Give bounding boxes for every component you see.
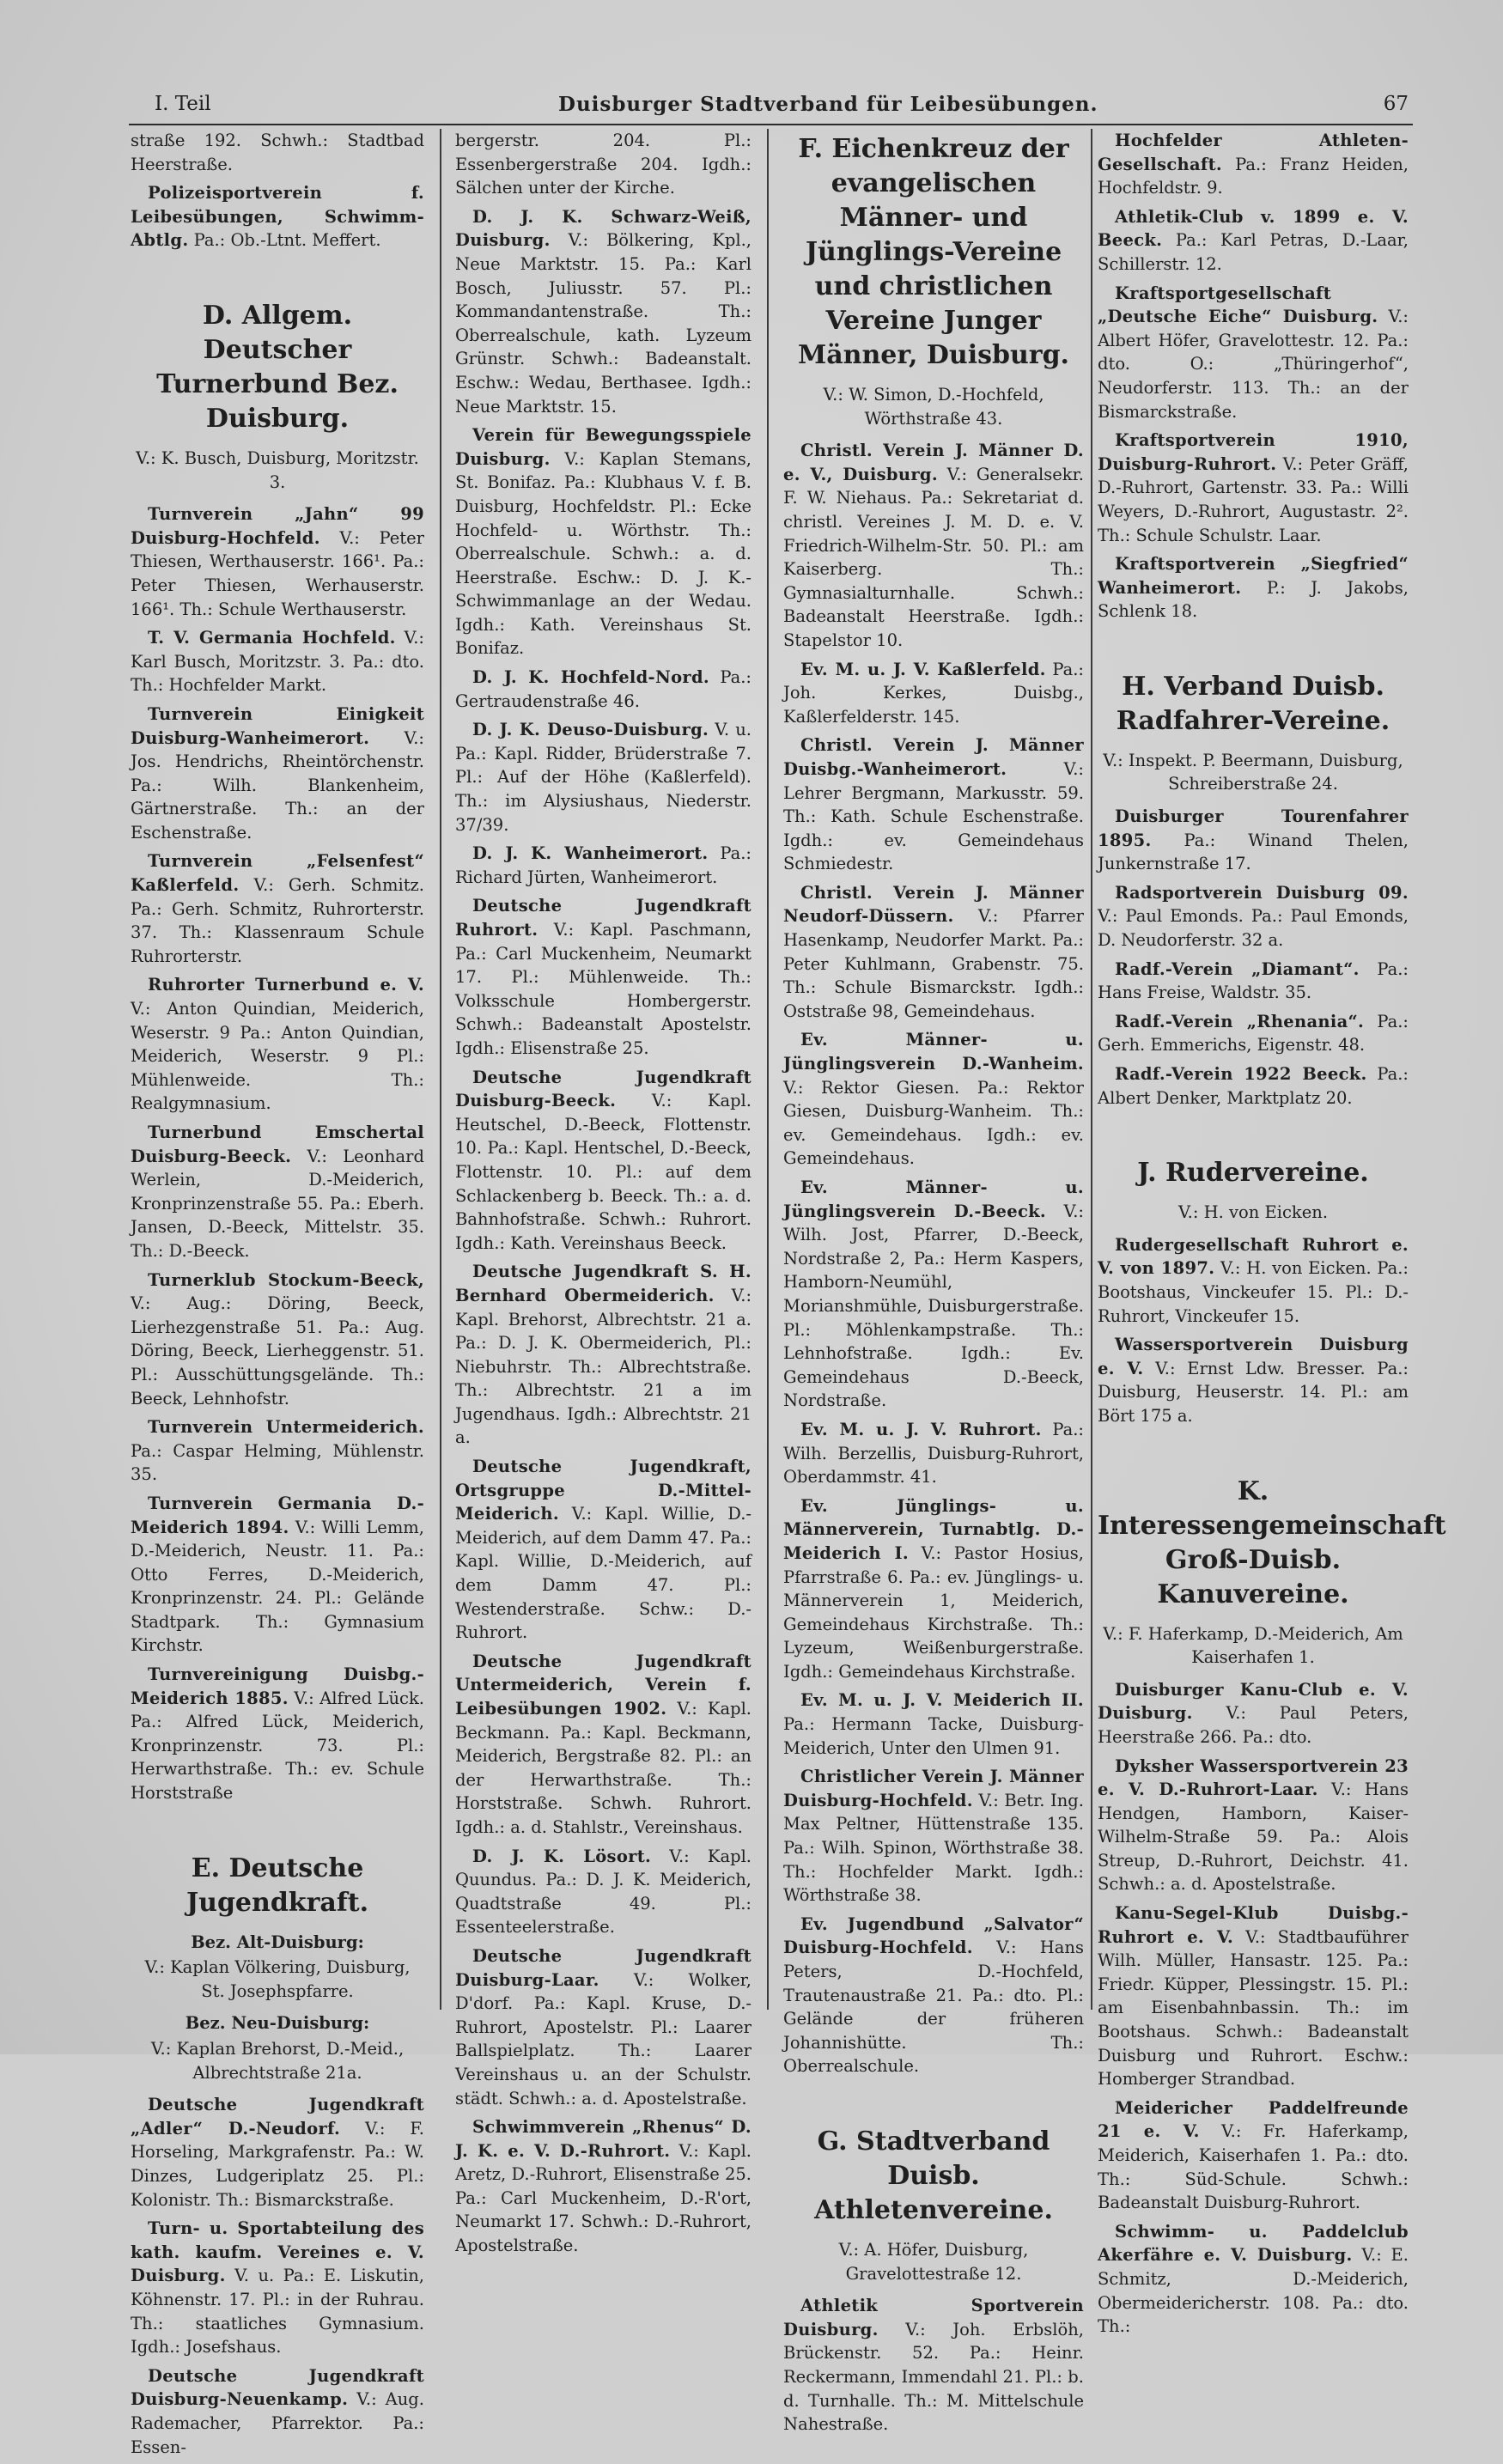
club-details: V.: Paul Peters, Heerstraße 266. Pa.: dto. [1098,1703,1409,1747]
club-entry [131,626,424,697]
club-name: Kraftsportgesellschaft „Deutsche Eiche“ Duisburg. [1098,283,1378,327]
club-details: V.: F. Horseling, Markgrafenstr. Pa.: W. Dinzes, Ludgeriplatz 25. Pl.: Kolonistr. Th.: Bismarckstraße. [131,2118,425,2210]
club-name: D. J. K. Hochfeld-Nord. [472,667,709,688]
club-entry [1098,1333,1409,1427]
club-details: V.: Gerh. Schmitz. Pa.: Gerh. Schmitz, Ruhrorterstr. 37. Th.: Klassenraum Schule Ruhrorterstr. [131,875,424,966]
club-details: V.: Ernst Ldw. Bresser. Pa.: Duisburg, Heuserstr. 14. Pl.: am Bört 175 a. [1098,1358,1409,1426]
club-name: Deutsche Jugendkraft S. H. Bernhard Obermeiderich. [455,1262,752,1305]
club-details: Pa.: Joh. Kerkes, Duisbg., Kaßlerfelderstr. 145. [783,659,1084,727]
club-details: P.: J. Jakobs, Schlenk 18. [1098,577,1409,622]
club-entry [1098,129,1409,200]
club-entry [131,973,424,1116]
club-entry [783,1494,1084,1684]
club-name: Ev. M. u. J. V. Kaßlerfeld. [800,659,1046,679]
page-number: 67 [1383,93,1409,115]
club-details: V.: Willi Lemm, D.-Meiderich, Neustr. 11. Pa.: Otto Ferres, D.-Meiderich, Kronprinzenstr. 24. Pl.: Gelände Stadtpark. Th.: Gymnasium Kirchstr. [131,1517,424,1656]
club-name: Turnverein Germania D.-Meiderich 1894. [131,1493,424,1537]
club-entry [455,1944,752,2110]
club-details: V.: Anton Quindian, Meiderich, Weserstr. 9 Pa.: Anton Quindian, Meiderich, Weserstr. 9 Pl.: Mühlenweide. Th.: Realgymnasium. [131,999,424,1114]
club-details: Pa.: Caspar Helming, Mühlenstr. 35. [131,1440,424,1485]
club-name: Deutsche Jugendkraft „Adler“ D.-Neudorf. [131,2095,424,2139]
club-entry [1098,1233,1409,1328]
club-entry [455,205,752,418]
club-details: V. u. Pa.: Kapl. Ridder, Brüderstraße 7. Pl.: Auf der Höhe (Kaßlerfeld). Th.: im Alysiushaus, Niederstr. 37/39. [455,720,752,835]
club-entry [783,2294,1084,2437]
club-details: Pa.: Hans Freise, Waldstr. 35. [1098,958,1409,1003]
club-name: Ev. Männer- u. Jünglingsverein D.-Beeck. [783,1177,1084,1221]
club-details: V.: Leonhard Werlein, D.-Meiderich, Kronprinzenstraße 55. Pa.: Eberh. Jansen, D.-Beeck, Mittelstr. 35. Th.: D.-Beeck. [131,1146,424,1261]
club-details: V.: Peter Thiesen, Werthauserstr. 166¹. Pa.: Peter Thiesen, Werhauserstr. 166¹. Th.: Schule Werthauserstr. [131,527,424,619]
section-heading: F. Eichenkreuz der evangelischen Männer- und Jünglings-Vereine und christlichen Vereine Junger Männer, Duisburg. [798,134,1069,370]
section-chairman: V.: Inspekt. P. Beermann, Duisburg, Schreiberstraße 24. [1103,750,1403,794]
club-name: Athletik-Club v. 1899 e. V. Beeck. [1098,206,1409,251]
club-details: V.: Peter Gräff, D.-Ruhrort, Gartenstr. 33. Pa.: Willi Weyers, D.-Ruhrort, Augustastr. 2². Th.: Schule Schulstr. Laar. [1098,453,1409,545]
club-name: Verein für Bewegungsspiele Duisburg. [455,425,752,469]
club-details: Pa.: Winand Thelen, Junkernstraße 17. [1098,830,1409,874]
club-name: Turnvereinigung Duisbg.-Meiderich 1885. [131,1664,424,1708]
club-name: Turnverein Untermeiderich. [148,1417,424,1438]
club-name: Ev. Männer- u. Jünglingsverein D.-Wanheim. [783,1030,1084,1074]
club-entry [455,423,752,660]
club-details: V.: Aug. Rademacher, Pfarrektor. Pa.: Essen- [131,2389,424,2457]
club-entry [131,849,424,968]
club-details: V.: Betr. Ing. Max Peltner, Hüttenstraße 135. Pa.: Wilh. Spinon, Wörthstraße 38. Th.: Hochfelder Markt. Igdh.: Wörthstraße 38. [783,1790,1084,1906]
club-name: T. V. Germania Hochfeld. [148,628,396,648]
header-rule [129,124,1413,125]
club-details: V. u. Pa.: E. Liskutin, Köhnenstr. 17. Pl.: in der Ruhrau. Th.: staatliches Gymnasium. Igdh.: Josefshaus. [131,2266,424,2358]
section-heading: H. Verband Duisb. Radfahrer-Vereine. [1116,671,1390,736]
club-details: V.: Hans Peters, D.-Hochfeld, Trautenaustraße 21. Pa.: dto. Pl.: Gelände der früheren Johannishütte. Th.: Oberrealschule. [783,1938,1084,2077]
club-name: Ev. Jünglings- u. Männerverein, Turnabtlg. D.-Meiderich I. [783,1495,1084,1563]
club-name: Turnverein „Felsenfest“ Kaßlerfeld. [131,851,424,896]
club-entry [131,502,424,621]
club-entry [1098,1010,1409,1057]
club-details: V.: Pastor Hosius, Pfarrstraße 6. Pa.: ev. Jünglings- u. Männerverein 1, Meiderich, Gemeindehaus Kirchstraße. Th.: Lyzeum, Weißenburgerstraße. Igdh.: Gemeindehaus Kirchstraße. [783,1542,1084,1682]
club-name: Ruhrorter Turnerbund e. V. [148,975,424,995]
club-details: V.: Pfarrer Hasenkamp, Neudorfer Markt. Pa.: Peter Kuhlmann, Grabenstr. 75. Th.: Schule Bismarckstr. Igdh.: Oststraße 98, Gemeindehaus. [783,906,1084,1021]
section-chairman: V.: H. von Eicken. [1177,1202,1329,1223]
club-details: Pa.: Gertraudenstraße 46. [455,667,752,711]
club-entry [455,842,752,889]
club-details: V.: Kapl. Willie, D.-Meiderich, auf dem Damm 47. Pa.: Kapl. Willie, D.-Meiderich, auf dem Damm 47. Pl.: Westenderstraße. Schw.: D.-Ruhrort. [455,1504,752,1643]
club-entry [1098,1901,1409,2091]
club-entry [131,1415,424,1487]
club-name: D. J. K. Schwarz-Weiß, Duisburg. [455,206,752,251]
club-details: Pa.: Hermann Tacke, Duisburg-Meiderich, Unter den Ulmen 91. [783,1714,1084,1758]
club-details: V.: E. Schmitz, D.-Meiderich, Obermeidericherstr. 108. Pa.: dto. Th.: [1098,2245,1409,2337]
club-details: V.: Fr. Haferkamp, Meiderich, Kaiserhafen 1. Pa.: dto. Th.: Süd-Schule. Schwh.: Badeanstalt Duisburg-Ruhrort. [1098,2121,1409,2213]
club-name: D. J. K. Deuso-Duisburg. [472,720,709,740]
club-name: Christlicher Verein J. Männer Duisburg-Hochfeld. [783,1767,1084,1810]
club-entry [1098,282,1409,424]
club-entry [783,881,1084,1024]
club-name: Deutsche Jugendkraft Untermeiderich, Verein f. Leibesübungen 1902. [455,1651,752,1719]
club-entry [455,1650,752,1840]
club-name: Radf.-Verein „Diamant“. [1115,958,1360,979]
club-name: Deutsche Jugendkraft Ruhrort. [455,896,752,940]
club-entry [783,658,1084,729]
club-name: Turnerbund Emschertal Duisburg-Beeck. [131,1122,424,1166]
club-details: V.: Stadtbauführer Wilh. Müller, Hansastr. 125. Pa.: Friedr. Küpper, Plessingstr. 15. Pl.: am Eisenbahnbassin. Th.: im Bootshaus. Schwh.: Badeanstalt Duisburg und Ruhrort. Eschw.: Homberger Strandbad. [1098,1926,1409,2090]
club-details: V.: Generalsekr. F. W. Niehaus. Pa.: Sekretariat d. christl. Vereines J. M. D. e. V. Friedrich-Wilhelm-Str. 50. Pl.: am Kaiserberg. Th.: Gymnasialturnhalle. Schwh.: Badeanstalt Heerstraße. Igdh.: Stapelstor 10. [783,464,1084,650]
club-name: Christl. Verein J. Männer D. e. V., Duisburg. [783,441,1084,484]
section-chairman: V.: A. Höfer, Duisburg, Gravelottestraße 12. [838,2239,1029,2284]
column-1 [131,129,424,2464]
club-details: V.: Jos. Hendrichs, Rheintörchenstr. Pa.: Wilh. Blankenheim, Gärtnerstraße. Th.: an der Eschenstraße. [131,727,424,843]
club-name: Polizeisportverein f. Leibesübungen, Schwimm-Abtlg. [131,183,424,251]
club-name: Turnerklub Stockum-Beeck, [148,1269,424,1290]
club-entry [131,2217,424,2359]
club-name: Turn- u. Sportabteilung des kath. kaufm. Vereines e. V. Duisburg. [131,2218,424,2286]
club-details: V.: Wilh. Jost, Pfarrer, D.-Beeck, Nordstraße 2, Pa.: Herm Kaspers, Hamborn-Neumühl, Morianshmühle, Duisburgerstraße. Pl.: Möhlenkampstraße. Th.: Lehnhofstraße. Igdh.: Ev. Gemeindehaus D.-Beeck, Nordstraße. [783,1201,1084,1411]
club-name: Kraftsportverein „Siegfried“ Wanheimerort. [1098,554,1409,598]
club-name: Hochfelder Athleten-Gesellschaft. [1098,131,1409,174]
club-entry [455,718,752,837]
club-details: V.: Joh. Erbslöh, Brückenstr. 52. Pa.: Heinr. Reckermann, Immendahl 21. Pl.: b. d. Turnhalle. Th.: M. Mittelschule Nahestraße. [783,2319,1084,2435]
club-name: Radf.-Verein 1922 Beeck. [1115,1064,1367,1084]
club-entry [783,1688,1084,1760]
club-entry [455,666,752,713]
club-name: Meidericher Paddelfreunde 21 e. V. [1098,2097,1409,2142]
club-details: V.: Rektor Giesen. Pa.: Rektor Giesen, Duisburg-Wanheim. Th.: ev. Gemeindehaus. Igdh.: ev. Gemeindehaus. [783,1077,1084,1169]
header-title: Duisburger Stadtverband für Leibesübungen. [558,93,1098,116]
section-heading: G. Stadtverband Duisb. Athletenvereine. [814,2126,1053,2225]
district-subheading: Bez. Alt-Duisburg: [191,1932,364,1952]
club-entry [1098,205,1409,277]
club-entry [1098,805,1409,876]
column-divider [767,129,769,2010]
club-entry [455,1455,752,1645]
club-name: Christl. Verein J. Männer Neudorf-Düssern. [783,882,1084,927]
club-details: Pa.: Albert Denker, Marktplatz 20. [1098,1064,1409,1108]
club-name: Radsportverein Duisburg 09. [1115,882,1409,903]
club-details: V.: Aug.: Döring, Beeck, Lierhezgenstraße 51. Pa.: Aug. Döring, Beeck, Lierheggenstr. 51. Pl.: Ausschüttungsgelände. Th.: Beeck, Lehnhofstr. [131,1293,424,1408]
club-entry [783,1913,1084,2078]
section-chairman: V.: Kaplan Völkering, Duisburg, St. Josephspfarre. [144,1957,411,2001]
section-heading: J. Rudervereine. [1137,1158,1369,1189]
club-entry [1098,2096,1409,2215]
club-details: V.: Bölkering, Kpl., Neue Marktstr. 15. Pa.: Karl Bosch, Juliusstr. 57. Pl.: Kommandantenstraße. Th.: Oberrealschule, kath. Lyzeum Grünstr. Schwh.: Badeanstalt. Eschw.: Wedau, Berthasee. Igdh.: Neue Marktstr. 15. [455,230,752,417]
club-entry [455,1845,752,1939]
club-name: Wassersportverein Duisburg e. V. [1098,1335,1409,1378]
column-divider [1091,129,1092,2010]
club-details: V.: Karl Busch, Moritzstr. 3. Pa.: dto. Th.: Hochfelder Markt. [131,628,424,696]
club-entry [131,1269,424,1411]
club-entry [783,1418,1084,1489]
club-name: Turnverein „Jahn“ 99 Duisburg-Hochfeld. [131,504,424,548]
district-subheading: Bez. Neu-Duisburg: [185,2013,370,2034]
club-details: Pa.: Gerh. Emmerichs, Eigenstr. 48. [1098,1011,1409,1056]
club-name: D. J. K. Wanheimerort. [472,843,709,864]
entry-continuation: bergerstr. 204. Pl.: Essenbergerstraße 204. Igdh.: Sälchen unter der Kirche. [455,131,752,198]
club-entry [1098,552,1409,624]
club-details: V.: Kapl. Aretz, D.-Ruhrort, Elisenstraße 25. Pa.: Carl Muckenheim, D.-R'ort, Neumarkt 17. Schwh.: D.-Ruhrort, Apostelstraße. [455,2140,752,2256]
club-name: Christl. Verein J. Männer Duisbg.-Wanheimerort. [783,735,1084,779]
club-entry [131,1663,424,1805]
club-name: Schwimm- u. Paddelclub Akerfähre e. V. Duisburg. [1098,2221,1409,2266]
club-name: Deutsche Jugendkraft, Ortsgruppe D.-Mittel-Meiderich. [455,1457,752,1524]
section-chairman: V.: K. Busch, Duisburg, Moritzstr. 3. [136,447,419,492]
club-details: V.: Wolker, D'dorf. Pa.: Kapl. Kruse, D.-Ruhrort, Apostelstr. Pl.: Laarer Ballspielplatz. Th.: Laarer Vereinshaus u. an der Schulstr. städt. Schwh.: a. d. Apostelstraße. [455,1969,752,2108]
club-details: Pa.: Ob.-Ltnt. Meffert. [188,230,381,251]
club-entry [131,703,424,845]
club-details: V.: Alfred Lück. Pa.: Alfred Lück, Meiderich, Kronprinzenstr. 73. Pl.: Herwarthstraße. Th.: ev. Schule Horststraße [131,1688,424,1804]
club-entry [783,1765,1084,1907]
club-name: Ev. Jugendbund „Salvator“ Duisburg-Hochfeld. [783,1913,1084,1958]
club-details: V.: Kapl. Heutschel, D.-Beeck, Flottenstr. 10. Pa.: Kapl. Hentschel, D.-Beeck, Flottenstr. 10. Pl.: auf dem Schlackenberg b. Beeck. Th.: a. d. Bahnhofstraße. Schwh.: Ruhrort. Igdh.: Kath. Vereinshaus Beeck. [455,1091,752,1253]
club-entry [131,1492,424,1658]
club-entry [131,2093,424,2212]
club-name: Deutsche Jugendkraft Duisburg-Beeck. [455,1067,752,1111]
club-entry [455,894,752,1060]
club-entry [131,2364,424,2459]
club-name: Deutsche Jugendkraft Duisburg-Laar. [455,1945,752,1990]
club-details: V.: Kapl. Beckmann. Pa.: Kapl. Beckmann, Meiderich, Bergstraße 82. Pl.: an der Herwarthstraße. Th.: Horststraße. Schwh. Ruhrort. Igdh.: a. d. Stahlstr., Vereinshaus. [455,1699,752,1837]
club-entry [1098,1755,1409,1897]
club-name: Duisburger Tourenfahrer 1895. [1098,806,1409,850]
section-chairman: V.: F. Haferkamp, D.-Meiderich, Am Kaiserhafen 1. [1103,1623,1403,1668]
club-details: V.: Kapl. Brehorst, Albrechtstr. 21 a. Pa.: D. J. K. Obermeiderich, Pl.: Niebuhrstr. Th.: Albrechtstraße. Th.: Albrechtstr. 21 a im Jugendhaus. Igdh.: Albrechtstr. 21 a. [455,1285,752,1448]
club-entry [783,733,1084,876]
club-name: Deutsche Jugendkraft Duisburg-Neuenkamp. [131,2365,424,2410]
club-details: Pa.: Richard Jürten, Wanheimerort. [455,843,752,887]
club-details: Pa.: Wilh. Berzellis, Duisburg-Ruhrort, Oberdammstr. 41. [783,1419,1084,1488]
club-entry [455,2115,752,2258]
club-details: V.: Hans Hendgen, Hamborn, Kaiser-Wilhelm-Straße 59. Pa.: Alois Streup, D.-Ruhrort, Deichstr. 41. Schwh.: a. d. Apostelstraße. [1098,1780,1409,1895]
section-heading: D. Allgem. Deutscher Turnerbund Bez. Duisburg. [156,300,399,434]
club-entry [131,181,424,252]
club-name: Kraftsportverein 1910, Duisburg-Ruhrort. [1098,430,1409,474]
club-entry [783,1028,1084,1171]
club-entry [131,1121,424,1263]
column-divider [440,129,441,2010]
club-details: V.: Kapl. Quundus. Pa.: D. J. K. Meiderich, Quadtstraße 49. Pl.: Essenteelerstraße. [455,1846,752,1938]
club-name: Ev. M. u. J. V. Meiderich II. [800,1690,1084,1711]
club-details: V.: Kapl. Paschmann, Pa.: Carl Muckenheim, Neumarkt 17. Pl.: Mühlenweide. Th.: Volksschule Hombergerstr. Schwh.: Badeanstalt Apostelstr. Igdh.: Elisenstraße 25. [455,920,752,1058]
club-details: Pa.: Karl Petras, D.-Laar, Schillerstr. 12. [1098,230,1409,274]
column-4 [1098,129,1446,2344]
club-name: Kanu-Segel-Klub Duisbg.-Ruhrort e. V. [1098,1903,1409,1947]
club-details: V.: Albert Höfer, Gravelottestr. 12. Pa.: dto. O.: „Thüringerhof“, Neudorferstr. 113. Th.: an der Bismarckstraße. [1098,307,1409,422]
club-details: V.: Paul Emonds. Pa.: Paul Emonds, D. Neudorferstr. 32 a. [1098,906,1409,951]
section-heading: E. Deutsche Jugendkraft. [186,1853,369,1918]
club-entry [1098,1062,1409,1110]
club-entry [1098,958,1409,1005]
column-3 [783,129,1084,2442]
club-name: Rudergesellschaft Ruhrort e. V. von 1897. [1098,1234,1409,1279]
club-name: Radf.-Verein „Rhenania“. [1115,1011,1365,1031]
club-entry [1098,429,1409,547]
section-chairman: V.: W. Simon, D.-Hochfeld, Wörthstraße 43. [823,385,1044,429]
club-details: V.: Lehrer Bergmann, Markusstr. 59. Th.: Kath. Schule Eschenstraße. Igdh.: ev. Gemeindehaus Schmiedestr. [783,758,1084,874]
column-2 [455,129,752,2263]
club-entry [1098,1678,1409,1749]
club-name: Schwimmverein „Rhenus“ D. J. K. e. V. D.-Ruhrort. [455,2117,752,2161]
entry-continuation: straße 192. Schwh.: Stadtbad Heerstraße. [131,131,424,174]
part-label: I. Teil [155,93,211,115]
club-details: V.: H. von Eicken. Pa.: Bootshaus, Vinckeufer 15. Pl.: D.-Ruhrort, Vinckeufer 15. [1098,1258,1409,1326]
club-entry [1098,2220,1409,2339]
running-header [129,93,1409,122]
club-name: Duisburger Kanu-Club e. V. Duisburg. [1098,1679,1409,1724]
club-name: Ev. M. u. J. V. Ruhrort. [800,1419,1042,1439]
club-name: D. J. K. Lösort. [472,1846,652,1866]
club-name: Athletik Sportverein Duisburg. [783,2296,1084,2339]
section-chairman: V.: Kaplan Brehorst, D.-Meid., Albrechtstraße 21a. [150,2039,405,2083]
section-heading: K. Interessengemeinschaft Groß-Duisb. Kanuvereine. [1098,1475,1446,1609]
club-entry [783,1176,1084,1413]
club-name: Dyksher Wassersportverein 23 e. V. D.-Ruhrort-Laar. [1098,1755,1409,1800]
club-entry [455,1066,752,1256]
club-entry [1098,881,1409,952]
club-entry [783,439,1084,652]
club-name: Turnverein Einigkeit Duisburg-Wanheimerort. [131,703,424,748]
club-details: Pa.: Franz Heiden, Hochfeldstr. 9. [1098,154,1409,198]
club-details: V.: Kaplan Stemans, St. Bonifaz. Pa.: Klubhaus V. f. B. Duisburg, Hochfeldstr. Pl.: Ecke Hochfeld- u. Wörthstr. Th.: Oberrealschule. Schwh.: a. d. Heerstraße. Eschw.: D. J. K.-Schwimmanlage an der Wedau. Igdh.: Kath. Vereinshaus St. Bonifaz. [455,448,752,659]
club-entry [455,1260,752,1450]
